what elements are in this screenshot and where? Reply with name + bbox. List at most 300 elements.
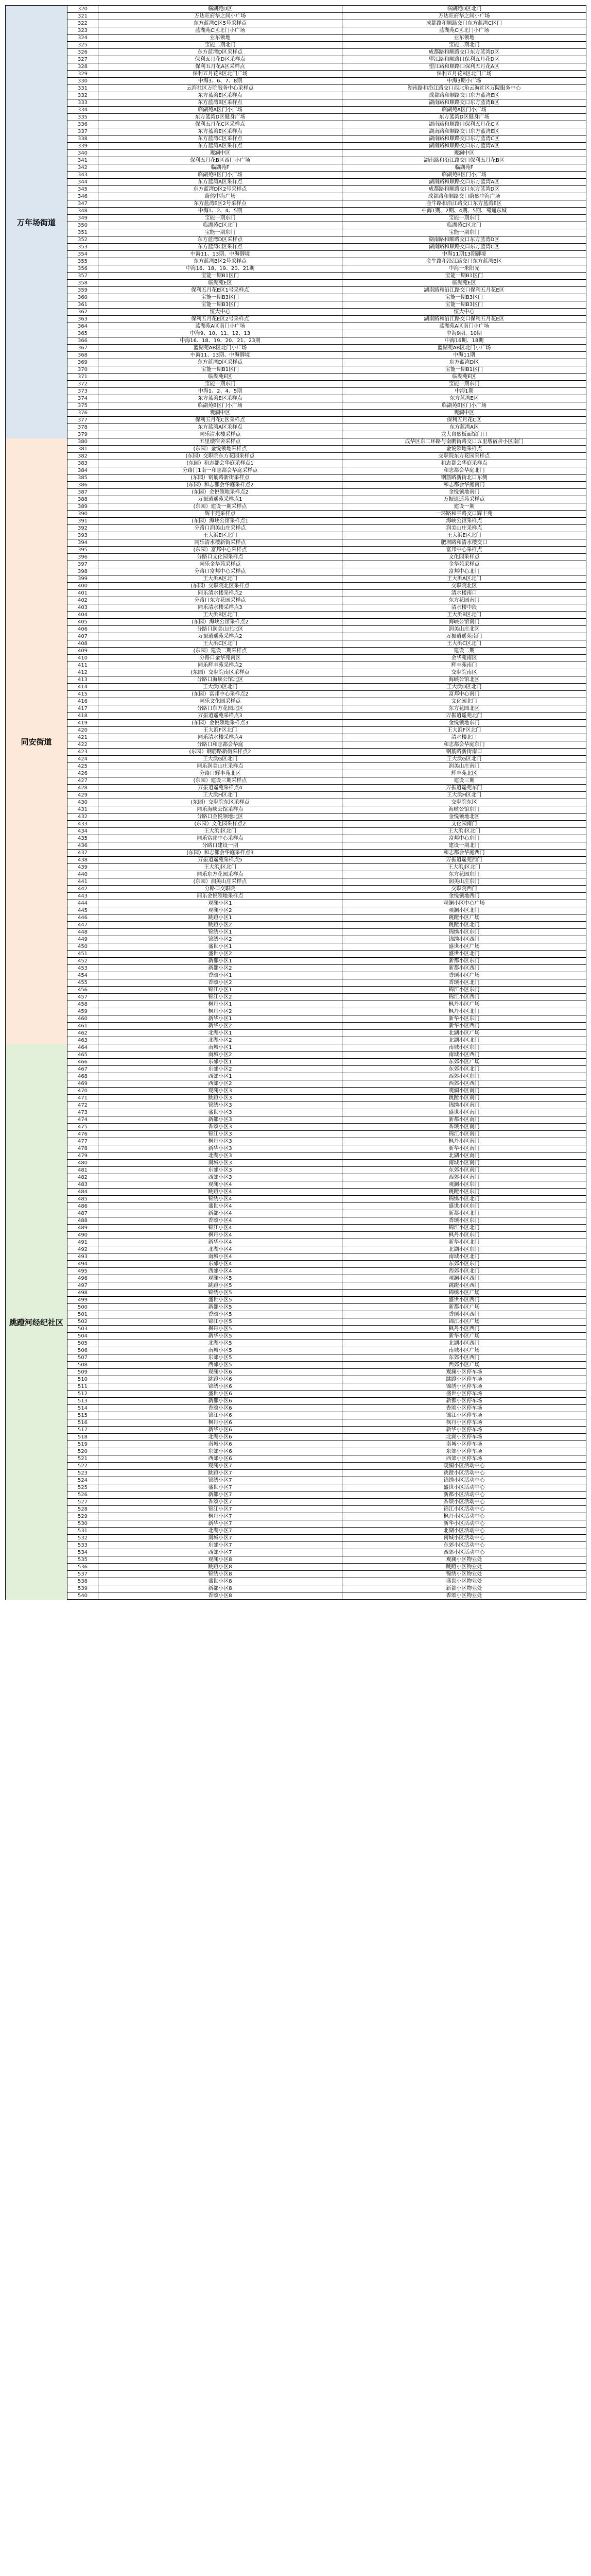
sampling-point-name: 枫丹小区6 [98, 1419, 342, 1426]
sampling-point-address: 跳蹬小区广场 [342, 914, 586, 921]
sampling-point-name: 王大浜G区北门 [98, 756, 342, 762]
sampling-point-name: 分路口辉丰苑北区 [98, 770, 342, 777]
table-row [6, 777, 586, 785]
sampling-point-name: 分路口和志都会华庭 [98, 741, 342, 748]
sampling-point-name: 锦绣小区4 [98, 1196, 342, 1202]
sampling-point-address: 锦江小区广场 [342, 1318, 586, 1325]
sampling-point-address: 中海1期、2期、4期、5期、蜀通东城 [342, 208, 586, 214]
table-row [6, 583, 586, 590]
table-row [6, 1167, 586, 1174]
row-number: 368 [67, 352, 98, 359]
row-number: 331 [67, 85, 98, 92]
table-row [6, 763, 586, 770]
sampling-point-address: 东郊小区活动中心 [342, 1542, 586, 1549]
row-number: 403 [67, 604, 98, 611]
table-row [6, 994, 586, 1001]
sampling-point-address: 枫丹小区广场 [342, 1001, 586, 1008]
row-number: 344 [67, 179, 98, 185]
table-row [6, 467, 586, 474]
row-number: 462 [67, 1030, 98, 1037]
sampling-point-name: 蓝湖苑AB区北门小广场 [98, 345, 342, 351]
row-number: 447 [67, 922, 98, 928]
sampling-point-address: 东郊小区东门 [342, 1261, 586, 1267]
table-row [6, 474, 586, 482]
sampling-point-name: 新华小区6 [98, 1427, 342, 1433]
row-number: 445 [67, 907, 98, 914]
table-row [6, 1153, 586, 1160]
row-number: 420 [67, 727, 98, 734]
row-number: 516 [67, 1419, 98, 1426]
table-row [6, 222, 586, 229]
table-row [6, 648, 586, 655]
sampling-point-address: 成都路和顺路交口东方蓝湾D区 [342, 186, 586, 193]
table-row [6, 554, 586, 561]
table-row [6, 1398, 586, 1405]
table-row [6, 1052, 586, 1059]
table-row [6, 907, 586, 914]
sampling-point-name: 临湖苑E区 [98, 374, 342, 380]
table-row [6, 92, 586, 99]
table-row [6, 1506, 586, 1513]
table-row [6, 1391, 586, 1398]
sampling-point-address: 万振逍遥苑南门 [342, 633, 586, 640]
sampling-point-address: 湖南路和沿江路交口保利五月花E区 [342, 287, 586, 294]
table-row [6, 78, 586, 85]
sampling-point-address: 香颂小区停车场 [342, 1405, 586, 1412]
table-row [6, 1369, 586, 1376]
sampling-point-address: 观澜中区 [342, 410, 586, 416]
sampling-point-name: 分路口润美山庄采样点 [98, 525, 342, 532]
sampling-point-name: 临湖苑B区门小广场 [98, 172, 342, 178]
row-number: 393 [67, 532, 98, 539]
row-number: 419 [67, 720, 98, 726]
row-number: 530 [67, 1520, 98, 1527]
sampling-point-name: 南城小区3 [98, 1160, 342, 1166]
row-number: 452 [67, 958, 98, 964]
sampling-point-name: 锦江小区3 [98, 1131, 342, 1138]
sampling-point-address: 肥坝路和清水楼交口 [342, 539, 586, 546]
row-number: 433 [67, 821, 98, 827]
sampling-point-name: 观澜小区3 [98, 1088, 342, 1094]
row-number: 335 [67, 114, 98, 121]
row-number: 471 [67, 1095, 98, 1101]
sampling-point-name: (东园）交职院南区采样点 [98, 669, 342, 676]
sampling-point-name: 保利五月花E区2号采样点 [98, 316, 342, 323]
sampling-point-address: 南城小区停车场 [342, 1441, 586, 1448]
row-number: 323 [67, 27, 98, 34]
table-row [6, 929, 586, 936]
sampling-point-address: 西郊小区北门 [342, 1268, 586, 1275]
row-number: 443 [67, 893, 98, 900]
sampling-point-address: 宝能一期B1区门 [342, 366, 586, 373]
row-number: 500 [67, 1304, 98, 1311]
sampling-point-name: 王大浜H区北门 [98, 792, 342, 799]
table-row [6, 446, 586, 453]
table-row [6, 27, 586, 35]
sampling-point-address: 清水楼中段 [342, 604, 586, 611]
row-number: 397 [67, 561, 98, 568]
sampling-point-address: 枫丹小区西门 [342, 1326, 586, 1332]
sampling-point-name: 王大浜A区北门 [98, 575, 342, 582]
sampling-point-name: (东园）交职院东区采样点 [98, 799, 342, 806]
table-row [6, 1419, 586, 1427]
sampling-point-name: (东园）交职院北区采样点 [98, 583, 342, 589]
sampling-point-name: 王大浜I区北门 [98, 828, 342, 835]
sampling-point-address: 新华小区活动中心 [342, 1520, 586, 1527]
sampling-point-address: 北湖小区停车场 [342, 1434, 586, 1440]
sampling-point-address: 新都小区西门 [342, 965, 586, 972]
sampling-point-address: 钢筋路新街南口 [342, 749, 586, 755]
sampling-point-address: 跳蹬小区东门 [342, 1189, 586, 1195]
sampling-point-address: 王大浜A区北门 [342, 575, 586, 582]
table-row [6, 1592, 586, 1600]
sampling-point-name: 分路口文化园采样点 [98, 554, 342, 561]
table-row [6, 770, 586, 777]
row-number: 364 [67, 323, 98, 330]
table-row [6, 1326, 586, 1333]
row-number: 534 [67, 1549, 98, 1556]
row-number: 402 [67, 597, 98, 604]
sampling-point-address: 金牛路和沿江路交口东方蓝湾B区 [342, 258, 586, 265]
sampling-point-name: 西郊小区1 [98, 1073, 342, 1080]
sampling-point-address: 和志都会华庭东门 [342, 741, 586, 748]
row-number: 347 [67, 200, 98, 207]
table-row [6, 575, 586, 583]
table-row [6, 1304, 586, 1311]
street-group-label: 跳蹬河经纪社区 [6, 1044, 67, 1600]
sampling-point-address: 枫丹小区北门 [342, 1008, 586, 1015]
sampling-point-address: 王大浜I区北门 [342, 828, 586, 835]
sampling-point-name: 宝能一期B1区门 [98, 366, 342, 373]
sampling-point-name: 中海16、18、19、20、21、23期 [98, 337, 342, 344]
sampling-point-name: 锦江小区4 [98, 1225, 342, 1231]
row-number: 464 [67, 1044, 98, 1051]
row-number: 395 [67, 547, 98, 553]
sampling-point-name: (东园）和志都会华庭采样点3 [98, 850, 342, 856]
sampling-point-name: 同乐清水楼采样点2 [98, 590, 342, 597]
sampling-point-name: 临湖苑F [98, 164, 342, 171]
sampling-point-address: 北湖小区东门 [342, 1246, 586, 1253]
table-row [6, 1124, 586, 1131]
row-number: 493 [67, 1253, 98, 1260]
sampling-point-name: 临湖苑A区门小广场 [98, 107, 342, 113]
sampling-point-name: (东园）钢筋路新街采样点 [98, 474, 342, 481]
table-row [6, 1290, 586, 1297]
sampling-point-name: 盛世小区7 [98, 1484, 342, 1491]
row-number: 406 [67, 626, 98, 633]
table-row [6, 720, 586, 727]
row-number: 390 [67, 511, 98, 517]
sampling-point-name: 东郊小区5 [98, 1354, 342, 1361]
row-number: 446 [67, 914, 98, 921]
sampling-point-name: 盛世小区4 [98, 1203, 342, 1210]
sampling-point-address: 王大浜J区北门 [342, 864, 586, 871]
table-row [6, 1073, 586, 1080]
sampling-point-name: 王大浜E区北门 [98, 532, 342, 539]
row-number: 474 [67, 1116, 98, 1123]
table-row [6, 1095, 586, 1102]
sampling-point-name: 保利五月花D区采样点 [98, 56, 342, 63]
sampling-point-address: 文化园北门 [342, 698, 586, 705]
row-number: 519 [67, 1441, 98, 1448]
sampling-point-name: 东方蓝湾C区采样点 [98, 135, 342, 142]
sampling-point-name: 跳蹬小区8 [98, 1564, 342, 1570]
sampling-point-name: 东方蓝湾D区采样点 [98, 236, 342, 243]
sampling-point-name: 辉丰苑采样点 [98, 511, 342, 517]
sampling-point-name: 东方蓝湾B区2号采样点 [98, 258, 342, 265]
table-row [6, 633, 586, 640]
row-number: 491 [67, 1239, 98, 1246]
row-number: 455 [67, 979, 98, 986]
row-number: 370 [67, 366, 98, 373]
sampling-point-name: 分路口建设一期 [98, 842, 342, 849]
table-row [6, 662, 586, 669]
table-row [6, 1044, 586, 1052]
row-number: 383 [67, 460, 98, 467]
sampling-point-name: 北湖小区3 [98, 1153, 342, 1159]
table-row [6, 1362, 586, 1369]
table-row [6, 886, 586, 893]
sampling-point-address: 钢筋路新街北口东侧 [342, 474, 586, 481]
table-row [6, 6, 586, 13]
row-number: 340 [67, 150, 98, 157]
row-number: 333 [67, 99, 98, 106]
row-number: 382 [67, 453, 98, 460]
sampling-point-address: 成都路和顺路交口东方蓝湾D区 [342, 49, 586, 56]
row-number: 416 [67, 698, 98, 705]
row-number: 428 [67, 785, 98, 791]
sampling-point-name: 新华小区1 [98, 1015, 342, 1022]
table-row [6, 1354, 586, 1362]
sampling-point-name: 北湖小区2 [98, 1037, 342, 1044]
sampling-point-name: 保利五月花A区采样点 [98, 63, 342, 70]
table-row [6, 1376, 586, 1383]
sampling-point-address: 西郊小区西门 [342, 1080, 586, 1087]
row-number: 389 [67, 503, 98, 510]
row-number: 388 [67, 496, 98, 503]
sampling-point-name: 北湖小区5 [98, 1340, 342, 1347]
table-row [6, 835, 586, 842]
sampling-point-name: 枫丹小区3 [98, 1138, 342, 1145]
row-number: 326 [67, 49, 98, 56]
row-number: 487 [67, 1210, 98, 1217]
table-row [6, 864, 586, 871]
row-number: 457 [67, 994, 98, 1001]
table-row [6, 244, 586, 251]
table-row [6, 828, 586, 835]
row-number: 508 [67, 1362, 98, 1368]
row-number: 399 [67, 575, 98, 582]
sampling-point-address: 和志都会华庭采样点 [342, 460, 586, 467]
sampling-point-name: 临湖苑E区 [98, 280, 342, 286]
sampling-point-name: 同乐文化园采样点 [98, 698, 342, 705]
sampling-point-name: 王大浜B区北门 [98, 612, 342, 618]
sampling-point-address: 锦绣小区广场 [342, 1290, 586, 1296]
sampling-point-name: 跳蹬小区7 [98, 1470, 342, 1477]
row-number: 537 [67, 1571, 98, 1578]
table-row [6, 1232, 586, 1239]
row-number: 502 [67, 1318, 98, 1325]
table-row [6, 914, 586, 922]
table-row [6, 258, 586, 265]
sampling-point-address: 北湖小区南门 [342, 1153, 586, 1159]
table-row [6, 13, 586, 20]
sampling-point-name: 西郊小区2 [98, 1080, 342, 1087]
row-number: 413 [67, 676, 98, 683]
sampling-point-name: 新华小区4 [98, 1239, 342, 1246]
row-number: 338 [67, 135, 98, 142]
sampling-point-name: 恒大中心 [98, 309, 342, 315]
sampling-point-name: 分路口东方花园北区 [98, 705, 342, 712]
sampling-point-address: 东方花园东门 [342, 871, 586, 878]
row-number: 439 [67, 864, 98, 871]
sampling-point-address: 锦江小区活动中心 [342, 1506, 586, 1513]
sampling-point-address: 东方蓝湾D区健身广场 [342, 114, 586, 121]
row-number: 412 [67, 669, 98, 676]
row-number: 400 [67, 583, 98, 589]
table-row [6, 395, 586, 402]
sampling-point-address: 临湖苑F [342, 164, 586, 171]
row-number: 373 [67, 388, 98, 395]
row-number: 528 [67, 1506, 98, 1513]
row-number: 398 [67, 568, 98, 575]
sampling-point-address: 清水楼南口 [342, 590, 586, 597]
table-row [6, 1542, 586, 1549]
sampling-point-name: 锦绣小区2 [98, 936, 342, 943]
sampling-point-name: 保利五月花B区北门广场 [98, 71, 342, 77]
sampling-point-name: 盛世小区5 [98, 1297, 342, 1303]
table-row [6, 799, 586, 806]
table-row [6, 208, 586, 215]
sampling-point-address: 锦江小区南门 [342, 1131, 586, 1138]
sampling-point-address: 业东领地 [342, 35, 586, 41]
row-number: 440 [67, 871, 98, 878]
sampling-point-name: 蔚然中海广场 [98, 193, 342, 200]
sampling-point-address: 东郊小区北门 [342, 1066, 586, 1073]
sampling-point-address: 金华苑采样点 [342, 561, 586, 568]
row-number: 454 [67, 972, 98, 979]
table-row [6, 63, 586, 71]
sampling-point-name: 观澜小区5 [98, 1275, 342, 1282]
table-row [6, 619, 586, 626]
sampling-point-name: 观澜小区1 [98, 900, 342, 907]
sampling-point-name: 北湖小区4 [98, 1246, 342, 1253]
table-row [6, 402, 586, 410]
row-number: 477 [67, 1138, 98, 1145]
table-row [6, 294, 586, 301]
sampling-point-name: 中海16、18、19、20、21期 [98, 265, 342, 272]
sampling-point-name: 南城小区6 [98, 1441, 342, 1448]
row-number: 495 [67, 1268, 98, 1275]
sampling-point-address: 新华小区北门 [342, 1239, 586, 1246]
sampling-point-address: 东郊小区广场 [342, 1059, 586, 1065]
row-number: 321 [67, 13, 98, 20]
row-number: 354 [67, 251, 98, 258]
sampling-point-address: 观澜小区停车场 [342, 1369, 586, 1376]
sampling-point-address: 一环路和平路交口辉丰苑 [342, 511, 586, 517]
sampling-point-address: 锦绣小区停车场 [342, 1383, 586, 1390]
sampling-point-address: 锦绣小区北门 [342, 1196, 586, 1202]
sampling-point-address: 跳蹬小区活动中心 [342, 1470, 586, 1477]
sampling-point-address: 临湖苑D区北门 [342, 6, 586, 12]
sampling-point-name: 分路口润美山庄北区 [98, 626, 342, 633]
sampling-point-address: 枫丹小区东门 [342, 1232, 586, 1239]
sampling-point-address: 锦绣小区物业处 [342, 1571, 586, 1578]
sampling-point-address: 香颂小区广场 [342, 972, 586, 979]
table-row [6, 1023, 586, 1030]
row-number: 411 [67, 662, 98, 669]
row-number: 536 [67, 1564, 98, 1570]
sampling-point-name: 宝能一期东门 [98, 215, 342, 222]
row-number: 375 [67, 402, 98, 409]
sampling-point-address: 东郊小区西门 [342, 1354, 586, 1361]
sampling-point-name: 新都小区7 [98, 1492, 342, 1498]
sampling-point-address: 交职院西门 [342, 886, 586, 892]
sampling-point-address: 万振逍遥苑北门 [342, 713, 586, 719]
sampling-point-address: 东方蓝湾E区 [342, 395, 586, 402]
sampling-point-address: 王大浜G区北门 [342, 756, 586, 762]
table-row [6, 547, 586, 554]
row-number: 517 [67, 1427, 98, 1433]
row-number: 355 [67, 258, 98, 265]
sampling-point-name: 观澜小区7 [98, 1463, 342, 1469]
sampling-point-address: 润美山庄东门 [342, 878, 586, 885]
table-row [6, 337, 586, 345]
sampling-point-address: 湖南路和顺路口保利五月花C区 [342, 121, 586, 128]
sampling-point-address: 观澜小区西门 [342, 1275, 586, 1282]
table-row [6, 1528, 586, 1535]
sampling-point-address: 润美山庄南门 [342, 763, 586, 770]
sampling-point-address: 宝能一期B3区门 [342, 294, 586, 301]
row-number: 418 [67, 713, 98, 719]
table-row [6, 1405, 586, 1412]
sampling-point-address: 西郊小区东门 [342, 1073, 586, 1080]
row-number: 431 [67, 806, 98, 813]
sampling-point-address: 南城小区东门 [342, 1044, 586, 1051]
sampling-point-address: 枫丹小区南门 [342, 1138, 586, 1145]
row-number: 405 [67, 619, 98, 625]
table-row [6, 309, 586, 316]
table-row [6, 99, 586, 107]
sampling-point-name: 保利五月花C区采样点 [98, 417, 342, 423]
row-number: 434 [67, 828, 98, 835]
sampling-point-address: 新都小区物业处 [342, 1585, 586, 1592]
sampling-point-name: 业东领地 [98, 35, 342, 41]
table-row [6, 821, 586, 828]
sampling-point-address: 南城小区西门 [342, 1052, 586, 1058]
sampling-point-name: 分路口富邦中心采样点 [98, 568, 342, 575]
sampling-point-address: 望江路和顺路口保利五月花A区 [342, 63, 586, 70]
sampling-point-address: 新都小区南门 [342, 1116, 586, 1123]
row-number: 360 [67, 294, 98, 301]
row-number: 499 [67, 1297, 98, 1303]
row-number: 470 [67, 1088, 98, 1094]
sampling-point-address: 枫丹小区停车场 [342, 1419, 586, 1426]
sampling-point-address: 湖南路和沿江路交口西北角云海社区万院服务中心 [342, 85, 586, 92]
row-number: 320 [67, 6, 98, 12]
row-number: 339 [67, 143, 98, 149]
sampling-point-name: 同乐东方花园采样点 [98, 871, 342, 878]
sampling-point-address: 新都小区北门 [342, 1210, 586, 1217]
sampling-point-name: 东郊小区7 [98, 1542, 342, 1549]
sampling-point-name: 西郊小区3 [98, 1174, 342, 1181]
sampling-point-address: 湖南路和顺路交口东方蓝湾C区 [342, 135, 586, 142]
row-number: 503 [67, 1326, 98, 1332]
table-row [6, 438, 586, 446]
sampling-point-address: 王大浜D区北门 [342, 684, 586, 690]
table-row [6, 525, 586, 532]
sampling-point-address: 临湖苑E区 [342, 374, 586, 380]
